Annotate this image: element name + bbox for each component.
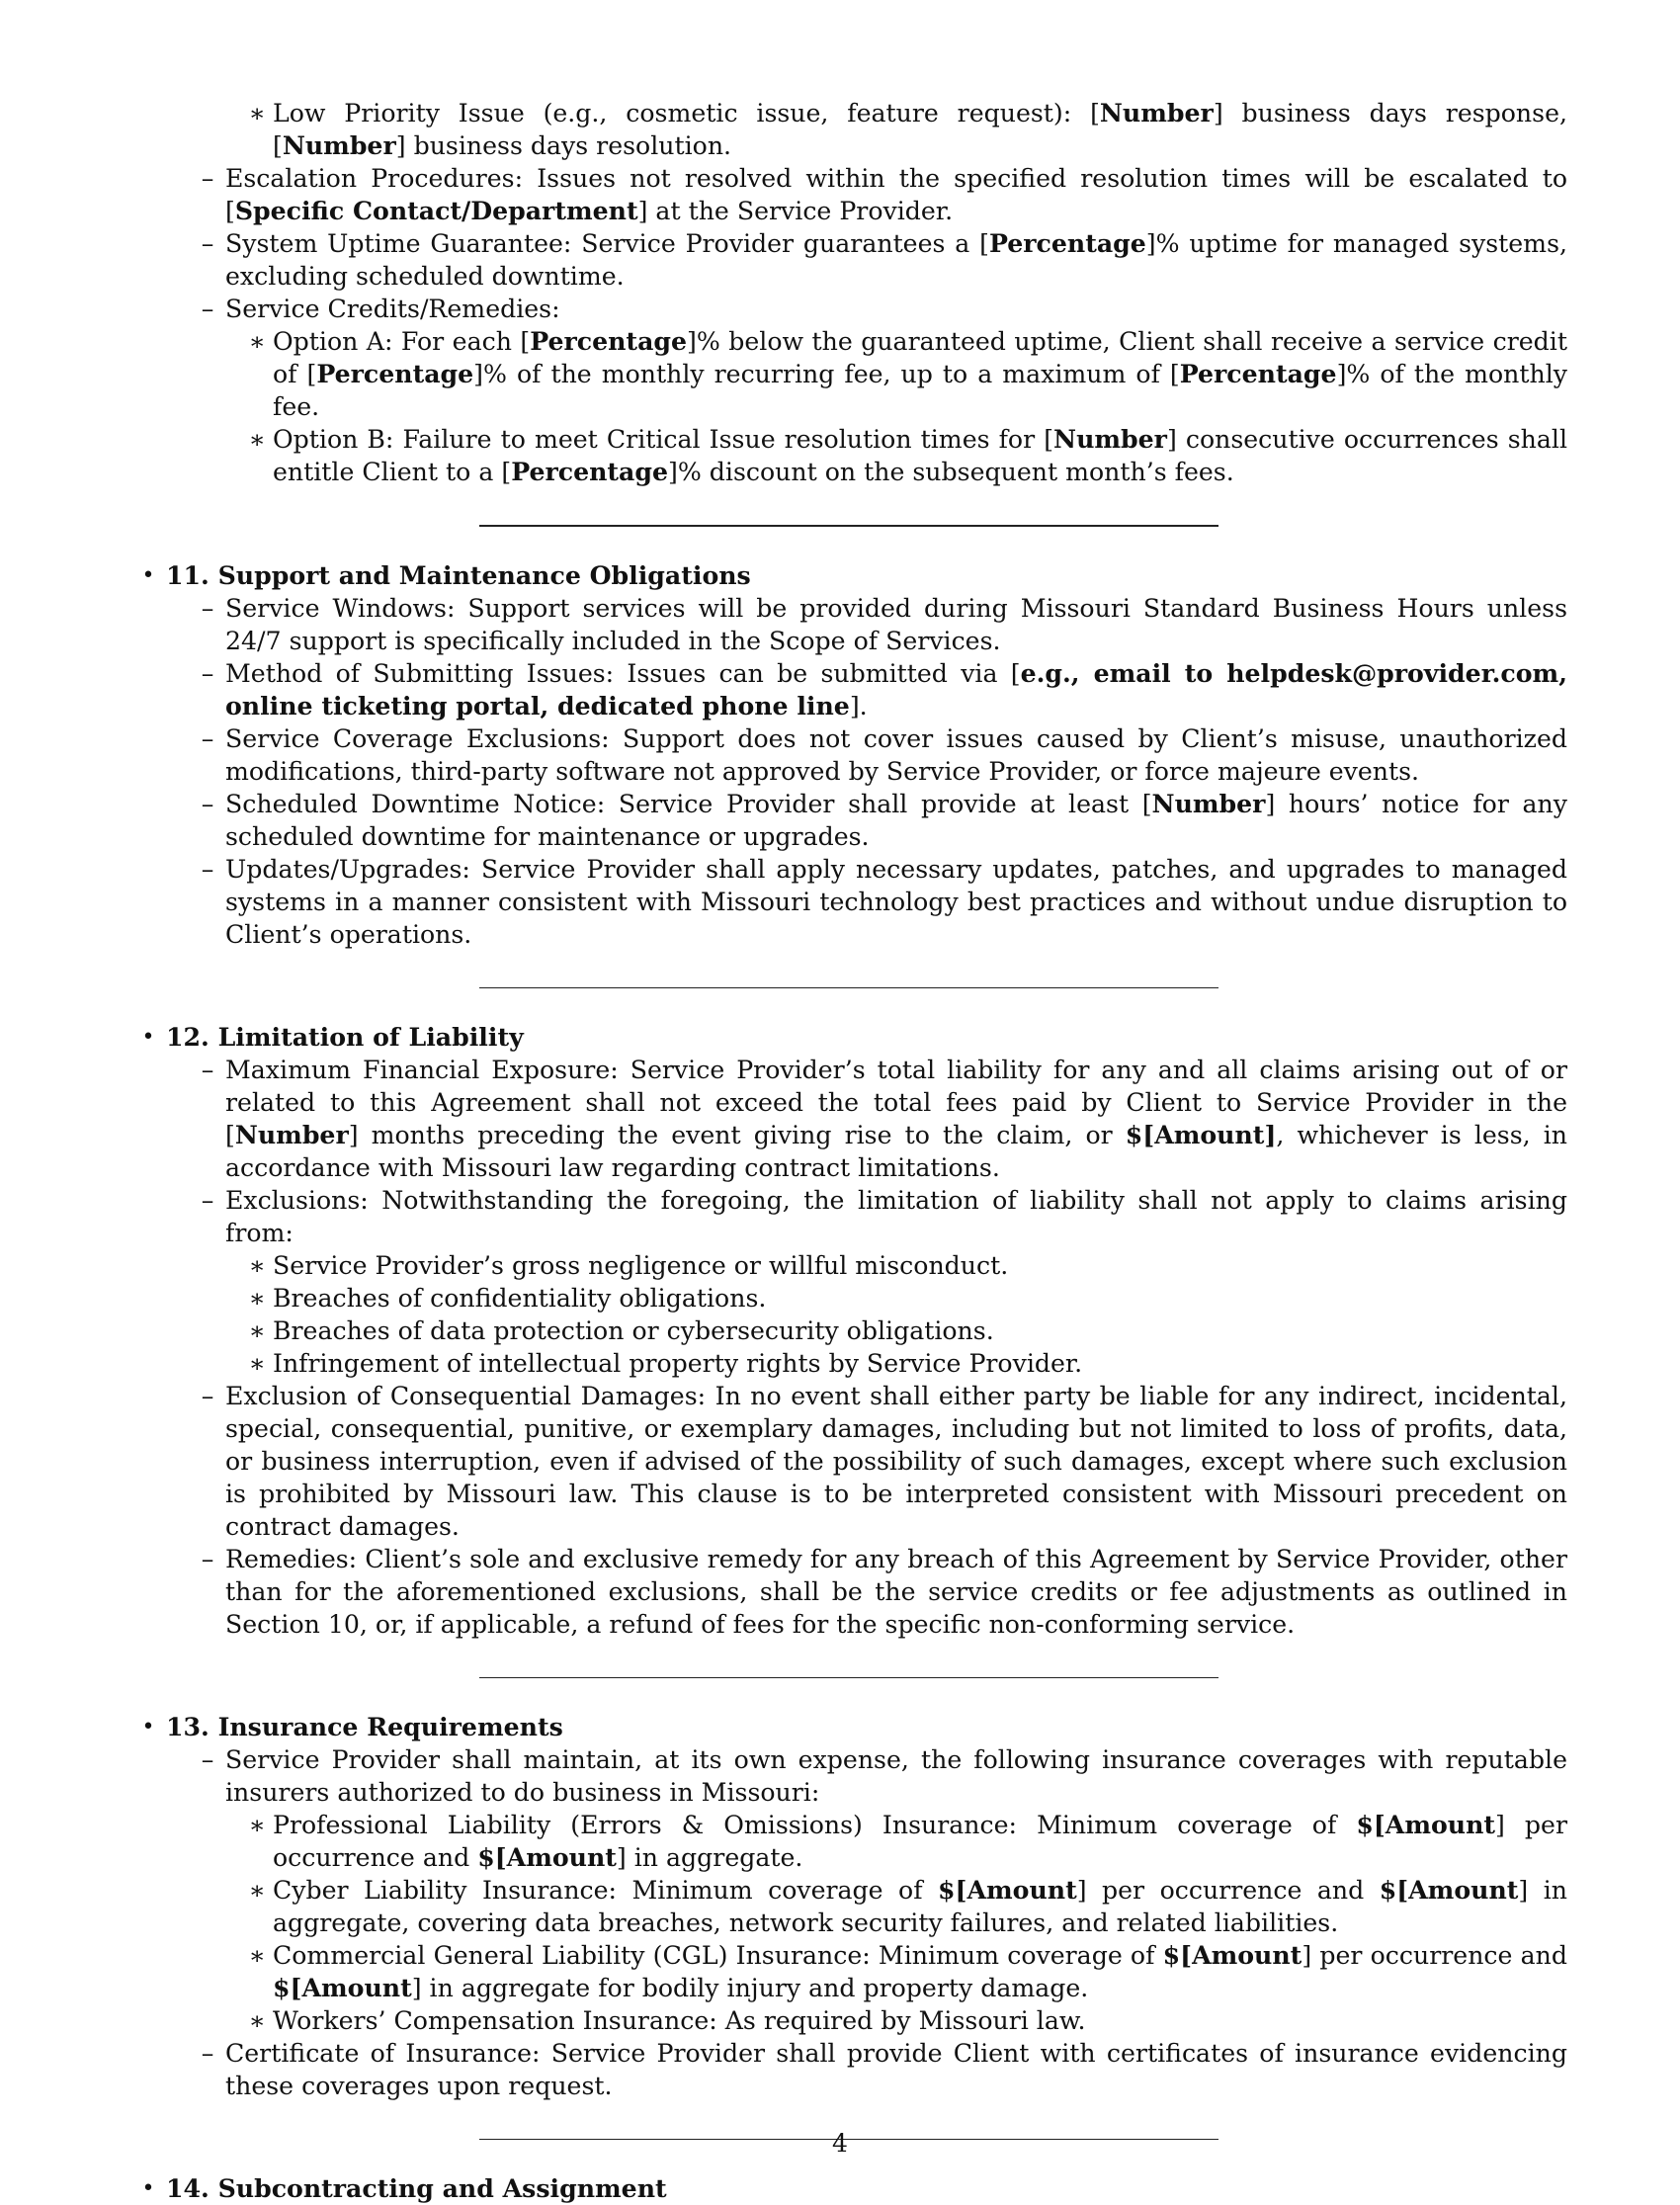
page-number: 4 [832,2129,848,2158]
consequential-text: Exclusion of Consequential Damages: In no event shall either party be liable for any indirect, incidental, special, consequential, punitive, or exemplary damages, including but not limited to loss of profits, data, or business interruption, even if advised of the possibility of such damages, except where such exclusion is prohibited by Missouri law. This clause is to be interpreted consistent with Missouri precedent on contract damages. [225,1382,1567,1541]
exclusion-text: Infringement of intellectual property rights by Service Provider. [273,1349,1083,1378]
star-marker: ∗ [248,1284,266,1313]
coverage-exclusions-item [190,722,1567,788]
bullet-marker: • [141,2176,155,2201]
professional-liability-item [241,1809,1567,1874]
low-priority-text: Low Priority Issue (e.g., cosmetic issue, feature request): [Number] business days response, [Number] business days resolution. [273,98,1567,160]
star-marker: ∗ [248,425,266,454]
dash-marker: – [201,855,214,884]
section-13 [130,1711,1567,1743]
cgl-text: Commercial General Liability (CGL) Insurance: Minimum coverage of $[Amount] per occurrence and $[Amount] in aggregate for bodily injury and property damage. [273,1940,1567,2002]
exclusion-text: Breaches of confidentiality obligations. [273,1284,767,1313]
list-item [241,1282,1567,1315]
updates-item [190,853,1567,951]
dash-marker: – [201,1382,214,1410]
downtime-text: Scheduled Downtime Notice: Service Provider shall provide at least [Number] hours’ notice for any scheduled downtime for maintenance or upgrades. [225,789,1567,851]
dash-marker: – [201,594,214,623]
option-a-item [241,325,1567,423]
star-marker: ∗ [248,327,266,356]
credits-label: Service Credits/Remedies: [225,295,560,323]
service-windows-text: Service Windows: Support services will be provided during Missouri Standard Business Hours unless 24/7 support is specifically included in the Scope of Services. [225,594,1567,655]
dash-marker: – [201,2039,214,2068]
list-item [241,1347,1567,1380]
max-exposure-item [190,1054,1567,1184]
max-exposure-text: Maximum Financial Exposure: Service Provider’s total liability for any and all claims arising out of or related to this Agreement shall not exceed the total fees paid by Client to Service Provider in the [Number] months preceding the event giving rise to the claim, or $[Amount], whichever is less, in accordance with Missouri law regarding contract limitations. [225,1056,1567,1182]
certificate-item [190,2037,1567,2102]
section-14 [130,2172,1567,2205]
workers-comp-item [241,2004,1567,2037]
remedies-text: Remedies: Client’s sole and exclusive remedy for any breach of this Agreement by Service Provider, other than for the aforementioned exclusions, shall be the service credits or fee adjustments as outlined in Section 10, or, if applicable, a refund of fees for the specific non-conforming service. [225,1545,1567,1639]
dash-marker: – [201,164,214,193]
liability-exclusions-item [190,1184,1567,1249]
consequential-item [190,1380,1567,1543]
escalation-text: Escalation Procedures: Issues not resolved within the specified resolution times will be escalated to [Specific Contact/Department] at the Service Provider. [225,164,1567,225]
section-11 [130,559,1567,592]
dash-marker: – [201,295,214,323]
section-14-title: 14. Subcontracting and Assignment [166,2173,667,2203]
section-divider [479,987,1218,988]
insurance-intro-text: Service Provider shall maintain, at its own expense, the following insurance coverages with reputable insurers authorized to do business in Missouri: [225,1745,1567,1807]
service-windows-item [190,592,1567,657]
low-priority-item [241,97,1567,162]
list-item [241,1315,1567,1347]
uptime-item [190,227,1567,293]
coverage-exclusions-text: Service Coverage Exclusions: Support does not cover issues caused by Client’s misuse, unauthorized modifications, third-party software not approved by Service Provider, or force majeure events. [225,724,1567,786]
section-11-title: 11. Support and Maintenance Obligations [166,560,751,590]
star-marker: ∗ [248,1251,266,1280]
option-b-item [241,423,1567,488]
escalation-item [190,162,1567,227]
star-marker: ∗ [248,1349,266,1378]
certificate-text: Certificate of Insurance: Service Provider shall provide Client with certificates of insurance evidencing these coverages upon request. [225,2039,1567,2100]
section-divider [479,525,1218,527]
dash-marker: – [201,1745,214,1774]
section-12-title: 12. Limitation of Liability [166,1022,524,1052]
star-marker: ∗ [248,99,266,127]
section-13-title: 13. Insurance Requirements [166,1712,563,1741]
cgl-item [241,1939,1567,2004]
star-marker: ∗ [248,1876,266,1905]
method-text: Method of Submitting Issues: Issues can be submitted via [e.g., email to helpdesk@provider.com, online ticketing portal, dedicated phone line]. [225,658,1567,721]
dash-marker: – [201,1545,214,1573]
star-marker: ∗ [248,1811,266,1839]
option-a-text: Option A: For each [Percentage]% below the guaranteed uptime, Client shall receive a service credit of [Percentage]% of the monthly recurring fee, up to a maximum of [Percentage]% of the monthly fee. [273,326,1568,421]
remedies-item [190,1543,1567,1641]
bullet-marker: • [141,563,155,588]
star-marker: ∗ [248,2006,266,2035]
professional-liability-text: Professional Liability (Errors & Omissions) Insurance: Minimum coverage of $[Amount] per occurrence and $[Amount] in aggregate. [273,1810,1567,1872]
section-12 [130,1021,1567,1054]
updates-text: Updates/Upgrades: Service Provider shall apply necessary updates, patches, and upgrades to managed systems in a manner consistent with Missouri technology best practices and without undue disruption to Client’s operations. [225,855,1567,949]
exclusion-text: Breaches of data protection or cybersecurity obligations. [273,1316,994,1345]
exclusion-text: Service Provider’s gross negligence or willful misconduct. [273,1251,1009,1280]
downtime-item [190,788,1567,853]
method-item [190,657,1567,722]
workers-comp-text: Workers’ Compensation Insurance: As required by Missouri law. [273,2006,1086,2035]
cyber-liability-text: Cyber Liability Insurance: Minimum coverage of $[Amount] per occurrence and $[Amount] in aggregate, covering data breaches, network security failures, and related liabilities. [273,1875,1567,1937]
section-divider [479,1677,1218,1678]
option-b-text: Option B: Failure to meet Critical Issue resolution times for [Number] consecutive occurrences shall entitle Client to a [Percentage]% discount on the subsequent month’s fees. [273,424,1567,486]
bullet-marker: • [141,1715,155,1739]
credits-item [190,293,1567,325]
uptime-text: System Uptime Guarantee: Service Provider guarantees a [Percentage]% uptime for managed systems, excluding scheduled downtime. [225,228,1567,291]
list-item [241,1249,1567,1282]
insurance-intro-item [190,1743,1567,1809]
dash-marker: – [201,659,214,688]
liability-exclusions-text: Exclusions: Notwithstanding the foregoing, the limitation of liability shall not apply to claims arising from: [225,1186,1567,1247]
star-marker: ∗ [248,1941,266,1970]
dash-marker: – [201,229,214,258]
star-marker: ∗ [248,1316,266,1345]
dash-marker: – [201,1186,214,1215]
dash-marker: – [201,724,214,753]
bullet-marker: • [141,1025,155,1050]
dash-marker: – [201,1056,214,1084]
dash-marker: – [201,790,214,818]
cyber-liability-item [241,1874,1567,1939]
